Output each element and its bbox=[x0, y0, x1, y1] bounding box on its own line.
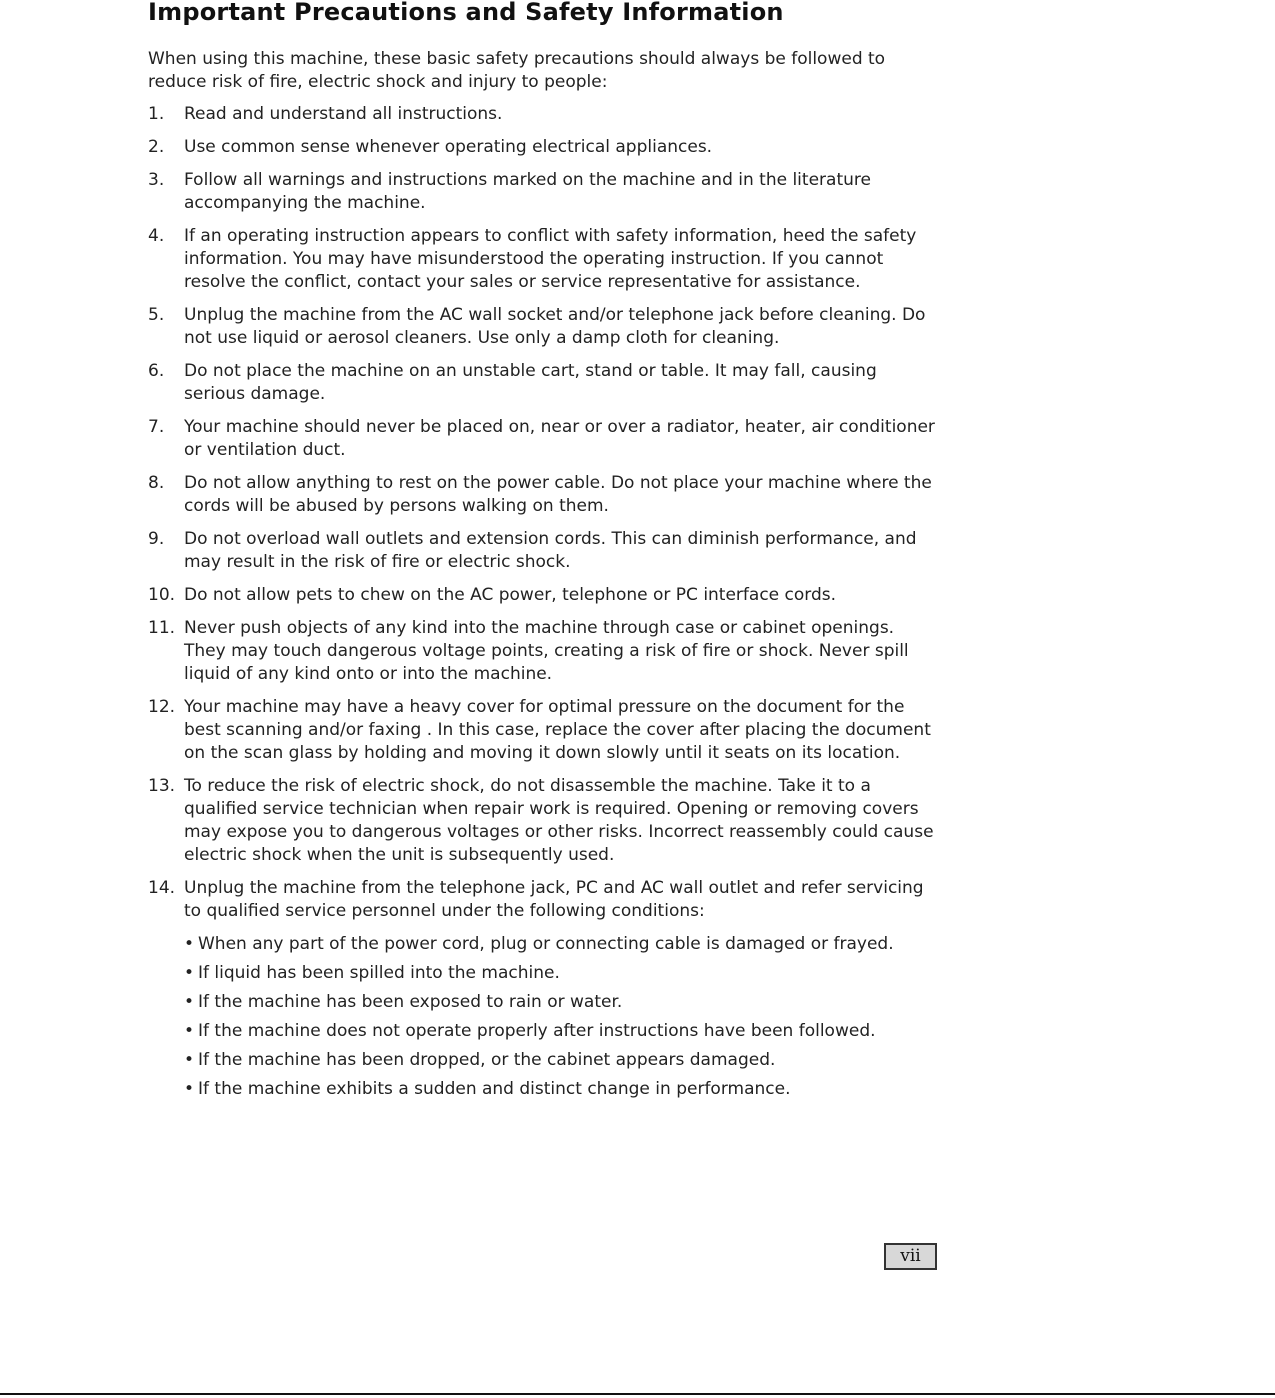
condition-text: If the machine has been exposed to rain or water. bbox=[198, 992, 623, 1012]
list-item bbox=[148, 584, 938, 607]
list-item bbox=[148, 169, 938, 215]
list-item bbox=[148, 360, 938, 406]
item-text: Use common sense whenever operating electrical appliances. bbox=[184, 137, 713, 157]
item-text: Do not allow anything to rest on the power cable. Do not place your machine where the cords will be abused by persons walking on them. bbox=[184, 473, 932, 516]
item-text: Your machine may have a heavy cover for optimal pressure on the document for the best scanning and/or faxing . In this case, replace the cover after placing the document on the scan glass by holding and moving it down slowly until it seats on its location. bbox=[184, 697, 931, 763]
item-text: Do not allow pets to chew on the AC power, telephone or PC interface cords. bbox=[184, 585, 837, 605]
condition-item bbox=[184, 1078, 938, 1101]
item-number: 13. bbox=[148, 776, 176, 796]
item-number: 3. bbox=[148, 170, 165, 190]
list-item bbox=[148, 877, 938, 1101]
condition-text: When any part of the power cord, plug or connecting cable is damaged or frayed. bbox=[198, 934, 894, 954]
item-number: 2. bbox=[148, 137, 165, 157]
list-item bbox=[148, 225, 938, 294]
bottom-divider bbox=[0, 1393, 1275, 1395]
condition-item bbox=[184, 1049, 938, 1072]
bullet-icon: • bbox=[184, 934, 195, 954]
item-number: 8. bbox=[148, 473, 165, 493]
page-title: Important Precautions and Safety Information bbox=[148, 0, 784, 26]
intro-paragraph: When using this machine, these basic safety precautions should always be followed to reduce risk of fire, electric shock and injury to people: bbox=[148, 49, 886, 92]
item-number: 7. bbox=[148, 417, 165, 437]
condition-item bbox=[184, 991, 938, 1014]
item-number: 12. bbox=[148, 697, 176, 717]
bullet-icon: • bbox=[184, 963, 195, 983]
item-text: Unplug the machine from the telephone jack, PC and AC wall outlet and refer servicing to qualified service personnel under the following conditions: bbox=[184, 878, 924, 921]
item-text: To reduce the risk of electric shock, do not disassemble the machine. Take it to a qualified service technician when repair work is required. Opening or removing covers may expose you to dangerous voltages or other risks. Incorrect reassembly could cause electric shock when the unit is subsequently used. bbox=[184, 776, 934, 865]
list-item bbox=[148, 103, 938, 126]
list-item bbox=[148, 775, 938, 867]
list-item bbox=[148, 617, 938, 686]
item-text: If an operating instruction appears to conflict with safety information, heed the safety information. You may have misunderstood the operating instruction. If you cannot resolve the conflict, contact your sales or service representative for assistance. bbox=[184, 226, 917, 292]
condition-item bbox=[184, 933, 938, 956]
item-number: 9. bbox=[148, 529, 165, 549]
list-item bbox=[148, 304, 938, 350]
list-item bbox=[148, 696, 938, 765]
condition-text: If the machine does not operate properly after instructions have been followed. bbox=[198, 1021, 876, 1041]
condition-item bbox=[184, 1020, 938, 1043]
condition-text: If liquid has been spilled into the machine. bbox=[198, 963, 560, 983]
precautions-list bbox=[148, 103, 938, 1111]
item-text: Do not place the machine on an unstable cart, stand or table. It may fall, causing serious damage. bbox=[184, 361, 877, 404]
condition-text: If the machine exhibits a sudden and distinct change in performance. bbox=[198, 1079, 791, 1099]
item-text: Read and understand all instructions. bbox=[184, 104, 503, 124]
item-text: Follow all warnings and instructions marked on the machine and in the literature accompanying the machine. bbox=[184, 170, 871, 213]
list-item bbox=[148, 472, 938, 518]
item-text: Unplug the machine from the AC wall socket and/or telephone jack before cleaning. Do not use liquid or aerosol cleaners. Use only a damp cloth for cleaning. bbox=[184, 305, 926, 348]
bullet-icon: • bbox=[184, 1079, 195, 1099]
item-number: 6. bbox=[148, 361, 165, 381]
bullet-icon: • bbox=[184, 1021, 195, 1041]
item-number: 14. bbox=[148, 878, 176, 898]
conditions-list bbox=[184, 933, 938, 1101]
list-item bbox=[148, 528, 938, 574]
item-number: 4. bbox=[148, 226, 165, 246]
list-item bbox=[148, 136, 938, 159]
condition-item bbox=[184, 962, 938, 985]
item-number: 5. bbox=[148, 305, 165, 325]
list-item bbox=[148, 416, 938, 462]
condition-text: If the machine has been dropped, or the cabinet appears damaged. bbox=[198, 1050, 776, 1070]
item-number: 10. bbox=[148, 585, 176, 605]
item-number: 11. bbox=[148, 618, 176, 638]
item-text: Never push objects of any kind into the machine through case or cabinet openings. They may touch dangerous voltage points, creating a risk of fire or shock. Never spill liquid of any kind onto or into the machine. bbox=[184, 618, 909, 684]
item-text: Do not overload wall outlets and extension cords. This can diminish performance, and may result in the risk of fire or electric shock. bbox=[184, 529, 917, 572]
page-number: vii bbox=[884, 1243, 937, 1270]
item-number: 1. bbox=[148, 104, 165, 124]
bullet-icon: • bbox=[184, 1050, 195, 1070]
item-text: Your machine should never be placed on, near or over a radiator, heater, air conditioner or ventilation duct. bbox=[184, 417, 935, 460]
bullet-icon: • bbox=[184, 992, 195, 1012]
